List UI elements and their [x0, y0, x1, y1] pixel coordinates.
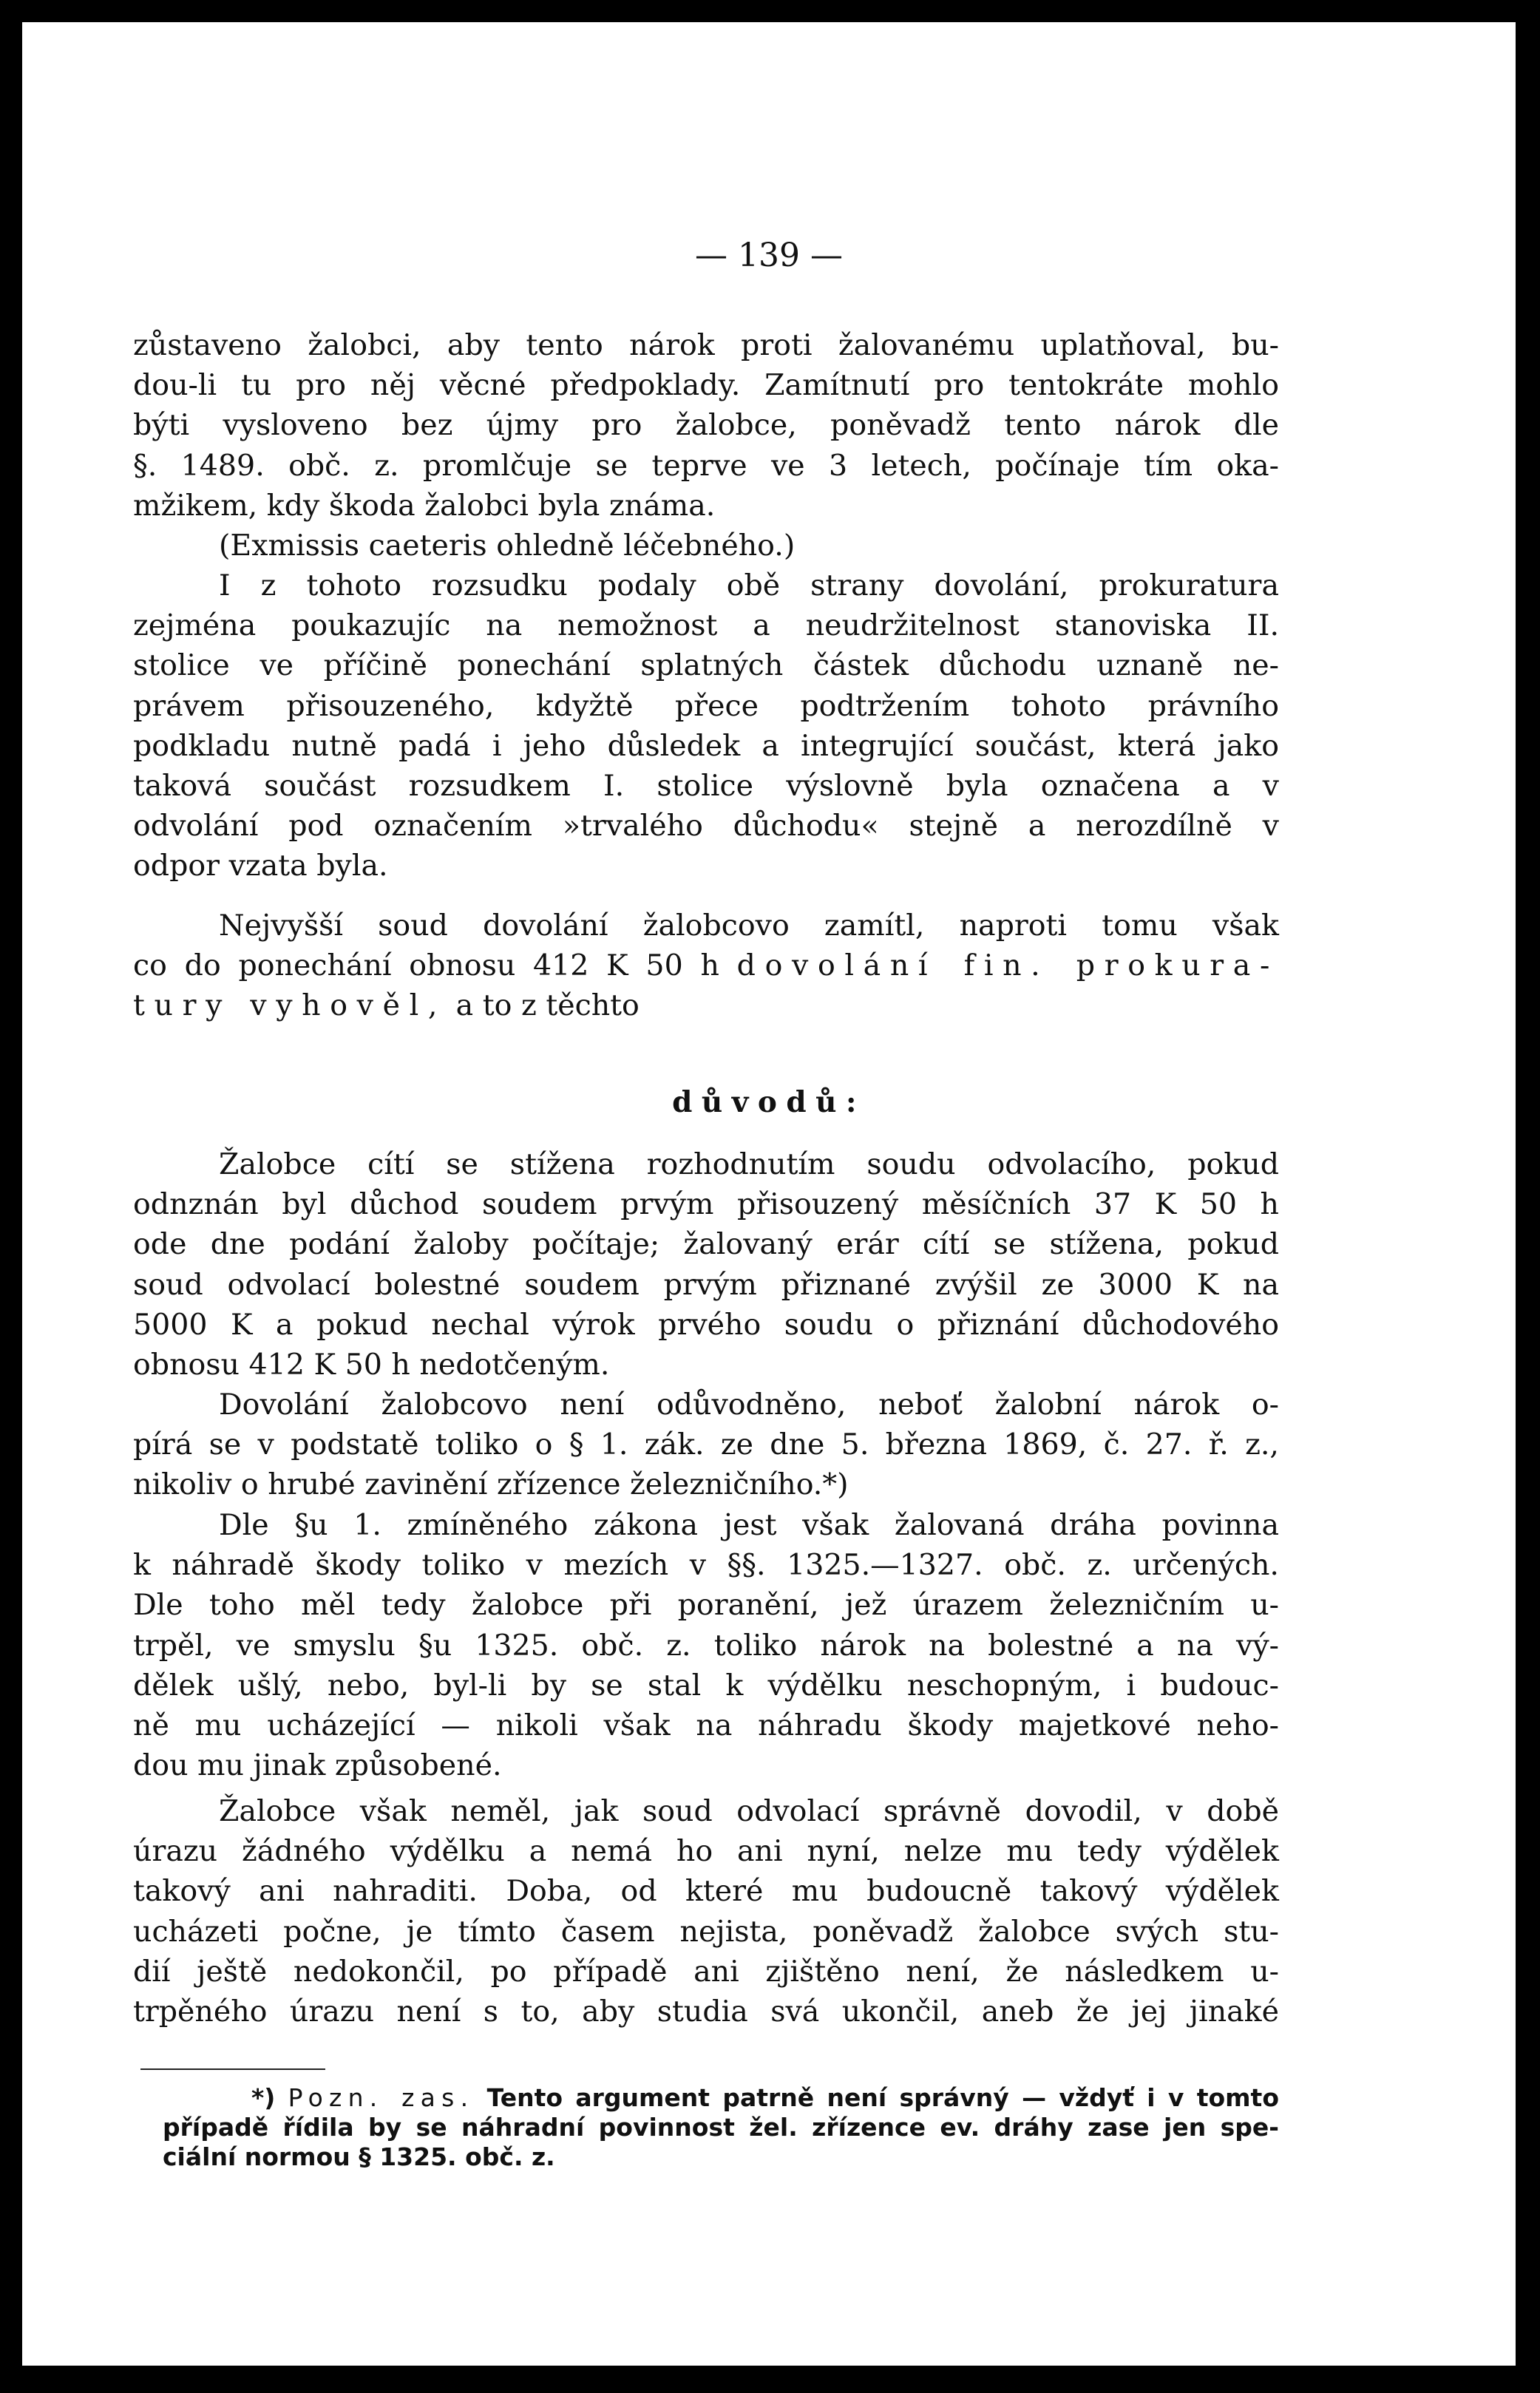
paragraph-appeals [133, 566, 1279, 886]
text-line: §. 1489. obč. z. promlčuje se teprve ve 3 letech, počínaje tím oka- [133, 448, 1279, 483]
text-line: taková součást rozsudkem I. stolice výslovně byla označena a v [133, 769, 1279, 804]
text-line: podkladu nutně padá i jeho důsledek a integrující součást, která jako [133, 728, 1279, 763]
text-line: nikoliv o hrubé zavinění zřízence železničního.*) [133, 1467, 849, 1502]
text-line: odnznán byl důchod soudem prvým přisouzený měsíčních 37 K 50 h [133, 1187, 1279, 1222]
paragraph-unfounded [133, 1385, 1279, 1505]
text-line: Dovolání žalobcovo není odůvodněno, neboť žalobní nárok o- [219, 1388, 1279, 1422]
text-line: zejména poukazujíc na nemožnost a neudržitelnost stanoviska II. [133, 608, 1279, 643]
text-line: zůstaveno žalobci, aby tento nárok proti žalovanému uplatňoval, bu- [133, 328, 1279, 362]
text-line: mžikem, kdy škoda žalobci byla známa. [133, 488, 716, 523]
text-line: (Exmissis caeteris ohledně léčebného.) [219, 529, 796, 563]
text-line: soud odvolací bolestné soudem prvým přiznané zvýšil ze 3000 K na [133, 1267, 1279, 1302]
text-line: Dle toho měl tedy žalobce při poranění, jež úrazem železničním u- [133, 1588, 1279, 1623]
text-line: pírá se v podstatě toliko o § 1. zák. ze dne 5. března 1869, č. 27. ř. z., [133, 1428, 1279, 1462]
text-line: tury vyhověl, a to z těchto [133, 988, 640, 1023]
paragraph-decision [133, 906, 1279, 1026]
text-line: odpor vzata byla. [133, 849, 388, 883]
text-line: dělek ušlý, nebo, byl-li by se stal k výdělku neschopným, i budouc- [133, 1668, 1279, 1703]
text-line: I z tohoto rozsudku podaly obě strany dovolání, prokuratura [219, 568, 1279, 603]
text-line: trpěl, ve smyslu §u 1325. obč. z. toliko nárok na bolestné a na vý- [133, 1628, 1279, 1663]
text-line: ně mu ucházející — nikoli však na náhradu škody majetkové neho- [133, 1708, 1279, 1743]
text-line: dou-li tu pro něj věcné předpoklady. Zamítnutí pro tentokráte mohlo [133, 368, 1279, 403]
text-line: k náhradě škody toliko v mezích v §§. 1325.—1327. obč. z. určených. [133, 1548, 1279, 1583]
paragraph-complaints [133, 1144, 1279, 1385]
text-line: býti vysloveno bez újmy pro žalobce, poněvadž tento nárok dle [133, 408, 1279, 443]
footnote [163, 2083, 1279, 2172]
text-line: dou mu jinak způsobené. [133, 1748, 502, 1783]
text-line: ode dne podání žaloby počítaje; žalovaný erár cítí se stížena, pokud [133, 1227, 1279, 1262]
text-line: Žalobce však neměl, jak soud odvolací správně dovodil, v době [219, 1794, 1279, 1828]
text-line: odvolání pod označením »trvalého důchodu« stejně a nerozdílně v [133, 809, 1279, 844]
footnote-rule [140, 2068, 325, 2070]
text-line: obnosu 412 K 50 h nedotčeným. [133, 1348, 610, 1382]
text-line: Dle §u 1. zmíněného zákona jest však žalovaná dráha povinna [219, 1508, 1279, 1542]
text-line: Nejvyšší soud dovolání žalobcovo zamítl, naproti tomu však [219, 909, 1279, 943]
text-line: co do ponechání obnosu 412 K 50 h dovolání fin. prokura- [133, 948, 1279, 983]
text-line: stolice ve příčině ponechání splatných částek důchodu uznaně ne- [133, 648, 1279, 683]
text-line: takový ani nahraditi. Doba, od které mu budoucně takový výdělek [133, 1874, 1279, 1909]
footnote-line: *) Pozn. zas. Tento argument patrně není správný — vždyť i v tomto [251, 2083, 1279, 2112]
text-line: 5000 K a pokud nechal výrok prvého soudu o přiznání důchodového [133, 1307, 1279, 1342]
paragraph-earnings [133, 1791, 1279, 2031]
document-page [22, 22, 1516, 2366]
paragraph-law [133, 1505, 1279, 1785]
text-line: Žalobce cítí se stížena rozhodnutím soudu odvolacího, pokud [219, 1147, 1279, 1181]
footnote-line: ciální normou § 1325. obč. z. [163, 2142, 555, 2171]
page-number: — 139 — [695, 237, 843, 274]
footnote-line: případě řídila by se náhradní povinnost žel. zřízence ev. dráhy zase jen spe- [163, 2113, 1279, 2142]
text-line: právem přisouzeného, kdyžtě přece podtržením tohoto právního [133, 688, 1279, 723]
paragraph-continuation [133, 325, 1279, 526]
text-line: úrazu žádného výdělku a nemá ho ani nyní, nelze mu tedy výdělek [133, 1834, 1279, 1869]
section-heading: důvodů: [672, 1085, 866, 1119]
text-line: trpěného úrazu není s to, aby studia svá ukončil, aneb že jej jinaké [133, 1995, 1279, 2029]
text-line: dií ještě nedokončil, po případě ani zjištěno není, že následkem u- [133, 1954, 1279, 1989]
text-line: ucházeti počne, je tímto časem nejista, poněvadž žalobce svých stu- [133, 1914, 1279, 1949]
paragraph-exmissis [133, 526, 1279, 566]
